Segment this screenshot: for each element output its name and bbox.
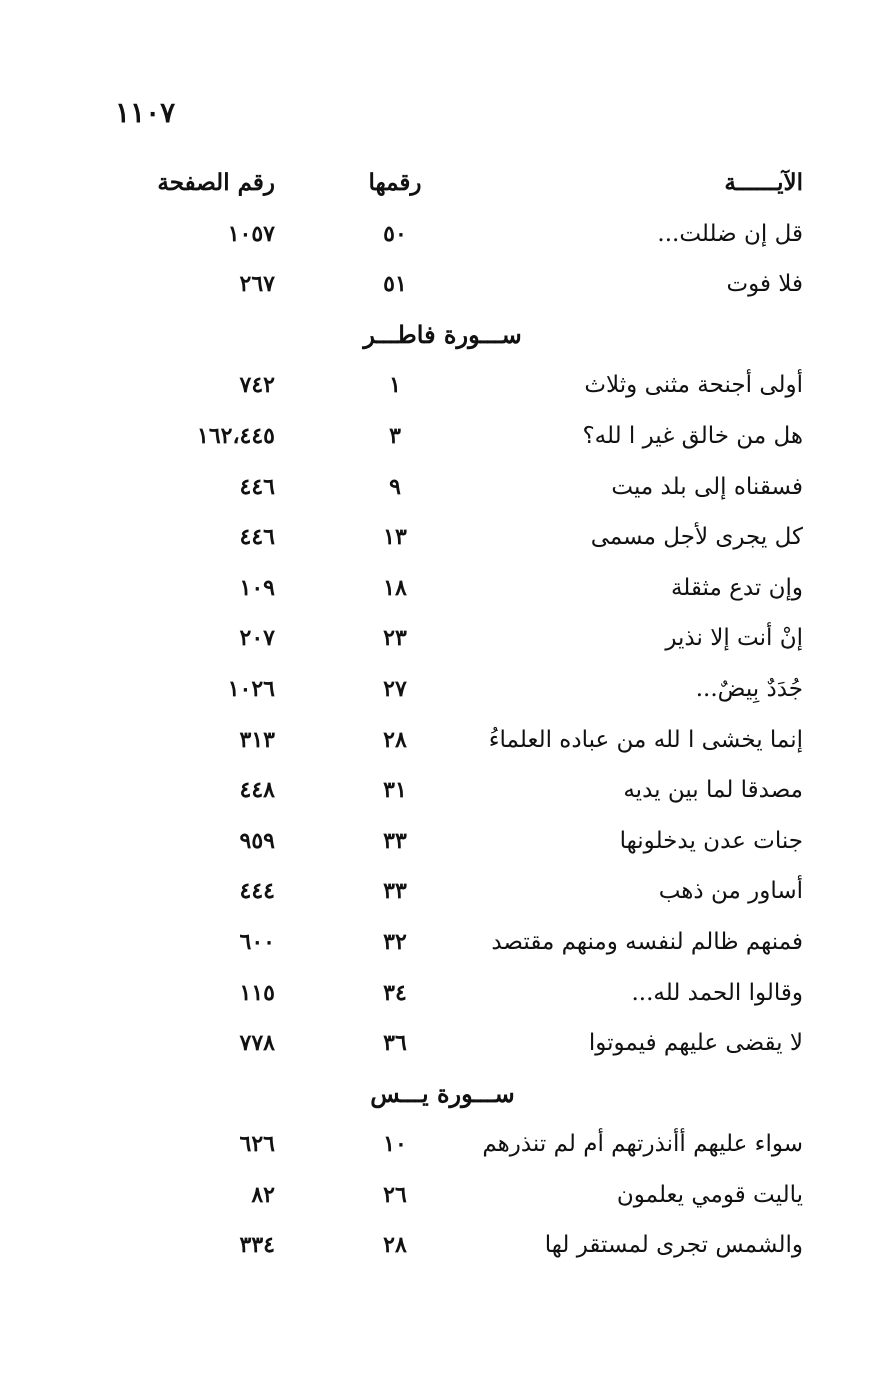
verse-number: ٢٣	[383, 625, 407, 652]
verse-number: ٢٨	[383, 1232, 407, 1259]
surah-title: ســـورة يـــس	[370, 1078, 515, 1108]
verse-number: ٣٤	[383, 979, 407, 1006]
verse-text: جنات عدن يدخلونها	[619, 827, 803, 854]
table-row	[0, 411, 885, 462]
verse-number: ٥٠	[383, 220, 407, 247]
verse-number: ٣١	[383, 777, 407, 804]
surah-heading	[0, 310, 885, 361]
page-reference: ٢٦٧	[239, 271, 275, 298]
page-reference: ١٦٢،٤٤٥	[197, 422, 275, 449]
table-row	[0, 613, 885, 664]
table-row	[0, 715, 885, 766]
table-body	[0, 209, 885, 1271]
verse-text: فلا فوت	[726, 271, 803, 298]
page-reference: ٤٤٤	[239, 878, 275, 905]
page-reference: ٦٠٠	[239, 928, 275, 955]
verse-text: سواء عليهم أأنذرتهم أم لم تنذرهم	[482, 1131, 803, 1158]
page-reference: ٧٤٢	[239, 372, 275, 399]
verse-number: ٣٣	[383, 878, 407, 905]
verse-number: ٣٦	[383, 1030, 407, 1057]
verse-text: فسقناه إلى بلد ميت	[611, 473, 803, 500]
verse-number: ٥١	[383, 271, 407, 298]
table-row	[0, 1018, 885, 1069]
table-row	[0, 1170, 885, 1221]
verse-text: أولى أجنحة مثنى وثلاث	[584, 372, 803, 399]
table-row	[0, 917, 885, 968]
verse-number: ١	[389, 372, 401, 399]
verse-text: مصدقا لما بين يديه	[623, 777, 803, 804]
page-reference: ٤٤٦	[239, 524, 275, 551]
verse-text: لا يقضى عليهم فيموتوا	[588, 1030, 803, 1057]
table-row	[0, 360, 885, 411]
page-reference: ١١٥	[239, 979, 275, 1006]
page-reference: ٣٣٤	[239, 1232, 275, 1259]
header-page: رقم الصفحة	[157, 169, 275, 196]
verse-index-table	[0, 158, 885, 1271]
verse-number: ١٣	[383, 524, 407, 551]
verse-text: وقالوا الحمد لله...	[631, 979, 803, 1006]
page-reference: ١٠٥٧	[227, 220, 275, 247]
surah-title: ســـورة فاطـــر	[363, 319, 522, 349]
verse-text: ياليت قومي يعلمون	[616, 1181, 803, 1208]
table-row	[0, 816, 885, 867]
verse-text: كل يجرى لأجل مسمى	[590, 524, 803, 551]
page-reference: ٦٢٦	[239, 1131, 275, 1158]
page-reference: ٧٧٨	[239, 1030, 275, 1057]
page-reference: ٤٤٨	[239, 777, 275, 804]
verse-text: قل إن ضللت...	[657, 220, 803, 247]
page-reference: ٤٤٦	[239, 473, 275, 500]
table-row	[0, 563, 885, 614]
table-row	[0, 664, 885, 715]
verse-number: ٢٦	[383, 1181, 407, 1208]
verse-number: ١٨	[383, 574, 407, 601]
page-reference: ٣١٣	[239, 726, 275, 753]
page-reference: ٩٥٩	[239, 827, 275, 854]
table-row	[0, 1220, 885, 1271]
table-row	[0, 209, 885, 260]
verse-number: ٢٧	[383, 675, 407, 702]
verse-number: ٩	[389, 473, 401, 500]
surah-heading	[0, 1069, 885, 1120]
verse-number: ٣	[389, 422, 401, 449]
verse-text: أساور من ذهب	[658, 878, 803, 905]
table-row	[0, 512, 885, 563]
header-number: رقمها	[368, 169, 422, 196]
verse-number: ٣٢	[383, 928, 407, 955]
page-reference: ١٠٢٦	[227, 675, 275, 702]
table-row	[0, 765, 885, 816]
verse-text: والشمس تجرى لمستقر لها	[544, 1232, 803, 1259]
table-row	[0, 462, 885, 513]
page-number: ١١٠٧	[115, 96, 176, 129]
verse-number: ٣٣	[383, 827, 407, 854]
verse-number: ٢٨	[383, 726, 407, 753]
table-row	[0, 866, 885, 917]
page-reference: ١٠٩	[239, 574, 275, 601]
table-row	[0, 1119, 885, 1170]
table-row	[0, 968, 885, 1019]
page-reference: ٢٠٧	[239, 625, 275, 652]
verse-text: إنما يخشى ا لله من عباده العلماءُ	[488, 726, 803, 753]
verse-text: هل من خالق غير ا لله؟	[582, 422, 803, 449]
table-row	[0, 259, 885, 310]
header-verse: الآيــــــة	[724, 169, 803, 196]
verse-text: وإن تدع مثقلة	[670, 574, 803, 601]
verse-text: إنْ أنت إلا نذير	[665, 625, 803, 652]
verse-text: جُدَدٌ بِيضٌ...	[695, 675, 803, 702]
table-header-row	[0, 158, 885, 209]
page-reference: ٨٢	[251, 1181, 275, 1208]
verse-number: ١٠	[383, 1131, 407, 1158]
verse-text: فمنهم ظالم لنفسه ومنهم مقتصد	[491, 928, 803, 955]
